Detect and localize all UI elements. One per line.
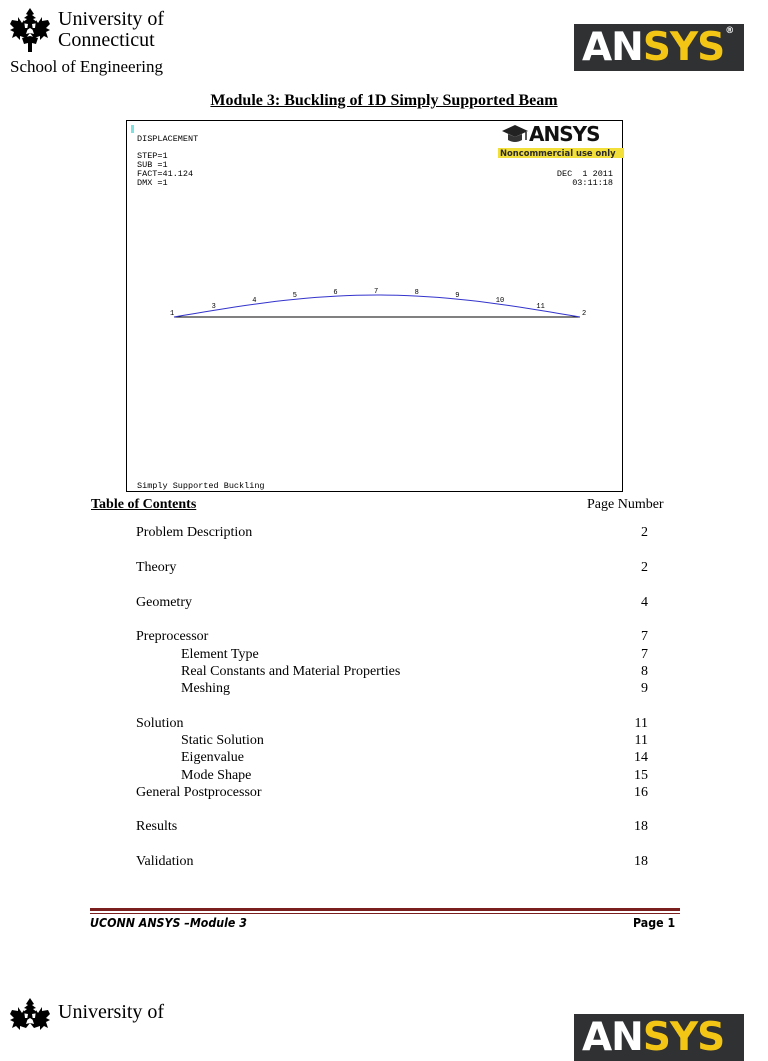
- figure-fact: FACT=41.124: [137, 169, 194, 179]
- toc-subentry-label[interactable]: Real Constants and Material Properties: [181, 664, 401, 679]
- figure-brand: ANSYS: [529, 122, 600, 146]
- figure-sub: SUB =1: [137, 160, 168, 170]
- module-title: Module 3: Buckling of 1D Simply Supported Beam: [210, 92, 558, 109]
- ansys-logo-an-next: AN: [582, 1015, 643, 1060]
- uconn-oak-leaf-logo: [8, 6, 52, 54]
- toc-entry-page: 14: [634, 750, 648, 765]
- node-label: 5: [292, 292, 298, 301]
- toc-heading: Table of Contents: [91, 497, 197, 512]
- toc-subentry-label[interactable]: Meshing: [181, 681, 230, 696]
- toc-entry-page: 11: [634, 716, 648, 731]
- toc-subentry-label[interactable]: Mode Shape: [181, 768, 252, 783]
- toc-entry-page: 4: [641, 595, 648, 610]
- footer-page-number: Page 1: [633, 916, 676, 930]
- ansys-logo: [574, 24, 744, 71]
- figure-time: 03:11:18: [572, 178, 613, 188]
- toc-entry-label[interactable]: Theory: [136, 560, 177, 575]
- node-label: 9: [455, 292, 460, 301]
- node-label: 1: [170, 310, 175, 318]
- ansys-logo-next-page: [574, 1014, 744, 1061]
- beam-plot: [127, 121, 622, 491]
- figure-label: DISPLACEMENT: [137, 134, 199, 144]
- toc-entry-page: 18: [634, 819, 648, 834]
- node-label: 7: [374, 288, 379, 296]
- node-label: 6: [333, 289, 338, 298]
- toc-entry-label[interactable]: Solution: [136, 716, 184, 731]
- toc-entry-label[interactable]: Validation: [136, 854, 194, 869]
- toc-entry-page: 2: [641, 525, 648, 540]
- ansys-logo-sys: SYS: [642, 25, 725, 70]
- node-label: 3: [211, 303, 216, 312]
- toc-entry-page: 7: [641, 629, 648, 644]
- node-label: 10: [495, 297, 505, 306]
- ansys-logo-registered: ®: [725, 26, 734, 36]
- toc-entry-label[interactable]: General Postprocessor: [136, 785, 262, 800]
- toc-subentry-label[interactable]: Element Type: [181, 647, 259, 662]
- footer-rule-thin: [90, 913, 680, 914]
- toc-entry-page: 18: [634, 854, 648, 869]
- toc-entry-label[interactable]: Problem Description: [136, 525, 253, 540]
- deformed-mode-shape-curve: [174, 295, 580, 317]
- toc-entry-label[interactable]: Preprocessor: [136, 629, 209, 644]
- ansys-logo-an: AN: [582, 25, 643, 70]
- figure-caption: Simply Supported Buckling: [137, 481, 265, 491]
- ansys-logo-sys-next: SYS: [642, 1015, 725, 1060]
- toc-entry-page: 7: [641, 647, 648, 662]
- toc-entry-page: 8: [641, 664, 648, 679]
- figure-watermark: Noncommercial use only: [498, 148, 624, 158]
- figure-dmx: DMX =1: [137, 178, 168, 188]
- figure-step: STEP=1: [137, 151, 168, 161]
- university-line-1: University of: [58, 8, 165, 30]
- ansys-result-figure: [126, 120, 623, 492]
- toc-entry-page: 15: [634, 768, 648, 783]
- uconn-oak-leaf-logo-next-page: [8, 996, 52, 1044]
- toc-subentry-label[interactable]: Eigenvalue: [181, 750, 244, 765]
- figure-date: DEC 1 2011: [556, 169, 613, 179]
- footer-module-label: UCONN ANSYS –Module 3: [90, 916, 247, 930]
- toc-entry-page: 11: [634, 733, 648, 748]
- node-label: 4: [252, 297, 257, 306]
- toc-entry-label[interactable]: Results: [136, 819, 178, 834]
- node-label: 2: [582, 310, 587, 318]
- university-name: [58, 9, 164, 51]
- toc-subentry-label[interactable]: Static Solution: [181, 733, 264, 748]
- footer-rule-thick: [90, 908, 680, 911]
- toc-entry-page: 9: [641, 681, 648, 696]
- toc-entry-page: 2: [641, 560, 648, 575]
- toc-entry-page: 16: [634, 785, 648, 800]
- node-label: 11: [536, 303, 545, 312]
- toc-page-number-heading: Page Number: [587, 497, 664, 512]
- toc-entry-label[interactable]: Geometry: [136, 595, 192, 610]
- university-line-2: Connecticut: [58, 29, 155, 51]
- university-name-next-page: University of: [58, 1001, 165, 1023]
- node-label: 8: [414, 289, 419, 298]
- school-name: School of Engineering: [10, 57, 163, 76]
